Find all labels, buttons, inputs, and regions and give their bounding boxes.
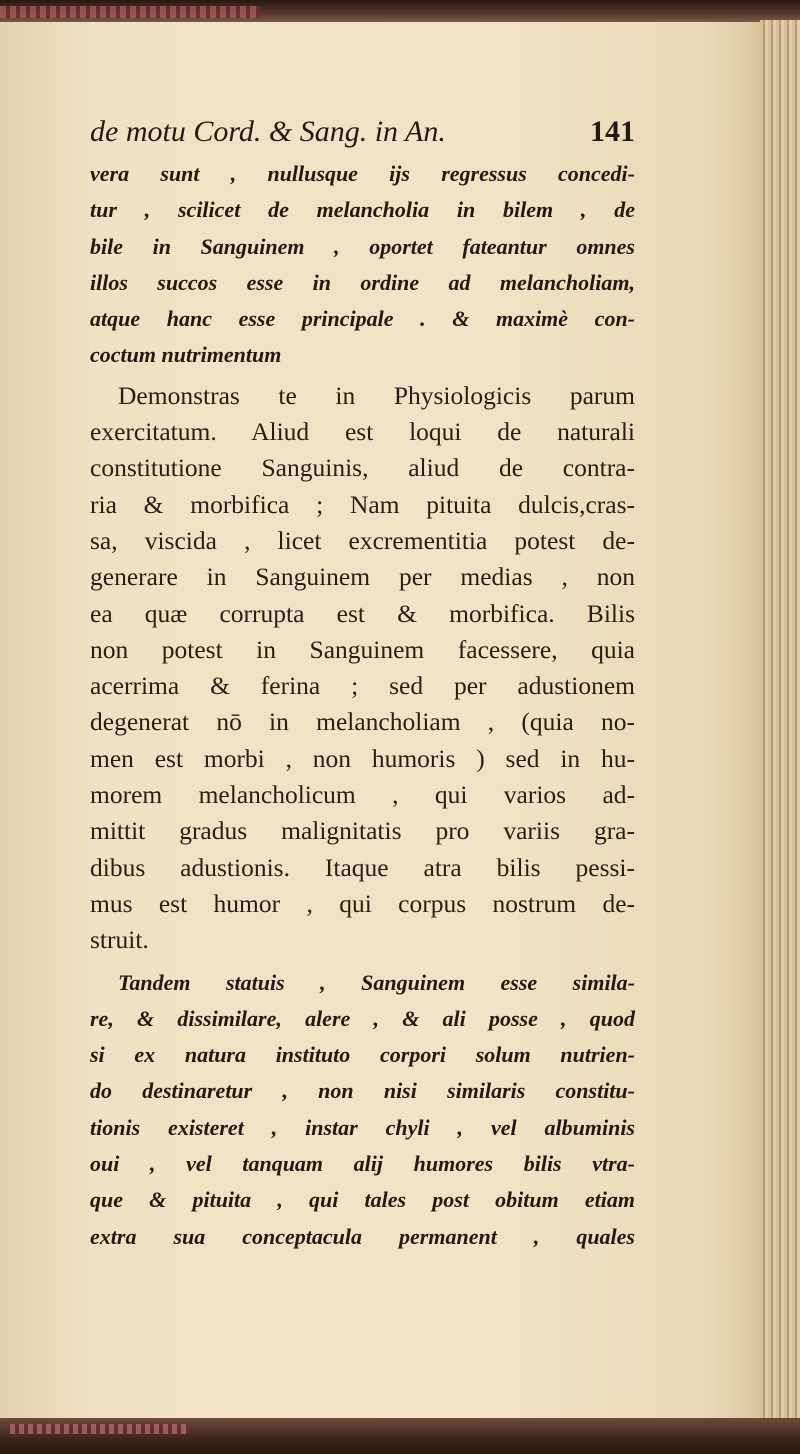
text-line: mus est humor , qui corpus nostrum de- <box>90 888 635 918</box>
tailband <box>10 1424 190 1434</box>
text-line: illos succos esse in ordine ad melancholiam, <box>90 269 635 295</box>
text-line: constitutione Sanguinis, aliud de contra- <box>90 453 635 483</box>
text-line: non potest in Sanguinem facessere, quia <box>90 634 635 664</box>
text-line: extra sua conceptacula permanent , quales <box>90 1223 635 1249</box>
text-line: ea quæ corrupta est & morbifica. Bilis <box>90 598 635 628</box>
text-line: coctum nutrimentum <box>90 342 282 368</box>
page-fore-edge <box>760 20 800 1424</box>
text-line: sa, viscida , licet excrementitia potest de- <box>90 525 635 555</box>
text-line: bile in Sanguinem , oportet fateantur omnes <box>90 233 635 259</box>
text-line: vera sunt , nullusque ijs regressus concedi- <box>90 161 635 186</box>
text-line: si ex natura instituto corpori solum nutrien- <box>90 1042 635 1068</box>
text-line: tionis existeret , instar chyli , vel albuminis <box>90 1114 635 1140</box>
headband <box>0 6 260 18</box>
text-line: atque hanc esse principale . & maximè con- <box>90 306 635 332</box>
text-line: Tandem statuis , Sanguinem esse simila- <box>118 969 635 995</box>
text-line: ria & morbifica ; Nam pituita dulcis,cras- <box>90 489 635 519</box>
text-line: oui , vel tanquam alij humores bilis vtra- <box>90 1151 635 1177</box>
text-line: degenerat nō in melancholiam , (quia no- <box>90 707 635 737</box>
text-line: que & pituita , qui tales post obitum etiam <box>90 1187 635 1213</box>
paragraph-2 <box>90 378 635 959</box>
text-line: exercitatum. Aliud est loqui de naturali <box>90 417 635 447</box>
text-line: tur , scilicet de melancholia in bilem , de <box>90 197 635 223</box>
paragraph-1 <box>90 156 635 374</box>
text-line: morem melancholicum , qui varios ad- <box>90 780 635 810</box>
text-line: mittit gradus malignitatis pro variis gra- <box>90 816 635 846</box>
text-line: generare in Sanguinem per medias , non <box>90 562 635 592</box>
paragraph-3 <box>90 965 635 1255</box>
text-line: struit. <box>90 925 149 955</box>
running-head <box>90 108 635 156</box>
text-line: Demonstras te in Physiologicis parum <box>118 380 635 410</box>
page-number: 141 <box>590 115 635 148</box>
text-line: dibus adustionis. Itaque atra bilis pessi- <box>90 852 635 882</box>
text-line: do destinaretur , non nisi similaris constitu- <box>90 1078 635 1104</box>
running-head-title: de motu Cord. & Sang. in An. <box>90 115 446 148</box>
text-line: re, & dissimilare, alere , & ali posse , quod <box>90 1005 635 1031</box>
text-line: men est morbi , non humoris ) sed in hu- <box>90 743 635 773</box>
text-line: acerrima & ferina ; sed per adustionem <box>90 671 635 701</box>
page-text <box>90 108 635 1255</box>
bottom-book-edge <box>0 1418 800 1454</box>
